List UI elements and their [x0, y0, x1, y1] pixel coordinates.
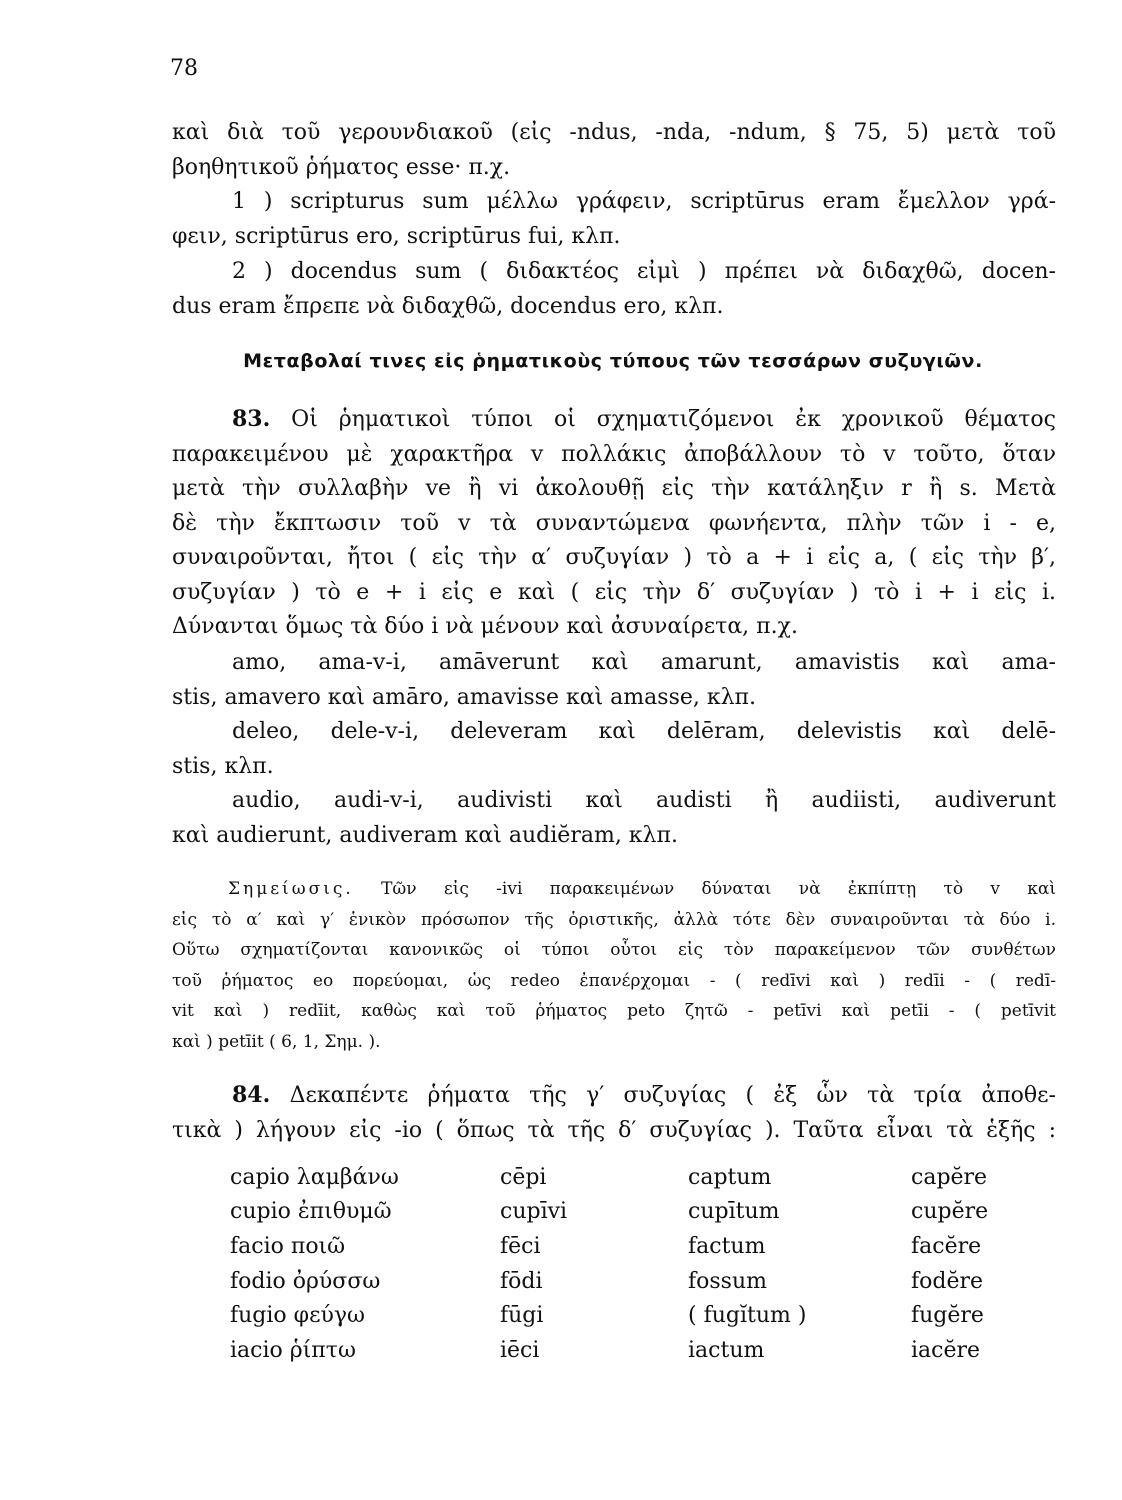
- text-line: καὶ audierunt, audiveram καὶ audiĕram, κλπ.: [172, 822, 678, 848]
- table-cell: factum: [688, 1233, 766, 1259]
- note-block: [172, 874, 1056, 1057]
- table-cell: fūgi: [500, 1303, 544, 1329]
- text-line: [172, 874, 1056, 905]
- text-line: audio, audi-v-i, audivisti καὶ audisti ἢ audiisti, audiverunt: [232, 788, 1056, 813]
- table-cell: capĕre: [911, 1164, 988, 1190]
- example-audio: [172, 784, 1056, 853]
- table-cell: capio λαμβάνω: [230, 1164, 399, 1190]
- text-line: συναιροῦνται, ἤτοι ( εἰς τὴν α′ συζυγίαν ) τὸ a + i εἰς a, ( εἰς τὴν β′,: [172, 545, 1056, 570]
- text-line: stis, κλπ.: [172, 753, 274, 779]
- section-heading: Μεταβολαί τινες εἰς ῥηματικοὺς τύπους τῶν τεσσάρων συζυγιῶν.: [243, 350, 983, 372]
- table-cell: fugĕre: [911, 1303, 984, 1329]
- text-line: 2 ) docendus sum ( διδακτέος εἰμὶ ) πρέπει νὰ διδαχθῶ, docen-: [232, 259, 1056, 284]
- table-cell: facĕre: [911, 1233, 982, 1259]
- text-line: φειν, scriptūrus ero, scriptūrus fui, κλπ.: [172, 223, 621, 249]
- table-cell: fossum: [688, 1268, 767, 1294]
- verb-table: [230, 1160, 988, 1368]
- table-row: [230, 1333, 988, 1368]
- table-cell: ( fugĭtum ): [688, 1303, 807, 1329]
- text-line: dus eram ἔπρεπε νὰ διδαχθῶ, docendus ero, κλπ.: [172, 293, 724, 319]
- text-line: stis, amavero καὶ amāro, amavisse καὶ amasse, κλπ.: [172, 684, 757, 710]
- table-cell: facio ποιῶ: [230, 1233, 346, 1259]
- table-row: [230, 1195, 988, 1230]
- text-line: τικὰ ) λήγουν εἰς -io ( ὅπως τὰ τῆς δ′ συζυγίας ). Ταῦτα εἶναι τὰ ἑξῆς :: [172, 1117, 1056, 1143]
- text-line: vit καὶ ) redīit, καθὼς καὶ τοῦ ῥήματος peto ζητῶ - petīvi καὶ petīi - ( petīvit: [172, 1001, 1056, 1021]
- table-cell: iēci: [500, 1337, 540, 1363]
- table-row: [230, 1229, 988, 1264]
- text-line: καὶ ) petīit ( 6, 1, Σημ. ).: [172, 1031, 381, 1052]
- section-83: [172, 402, 1056, 645]
- note-label: Σημείωσις.: [228, 879, 354, 899]
- table-cell: fōdi: [500, 1268, 543, 1294]
- text-line: καὶ διὰ τοῦ γερουνδιακοῦ (εἰς -ndus, -nda, -ndum, § 75, 5) μετὰ τοῦ: [172, 120, 1056, 145]
- table-cell: captum: [688, 1164, 772, 1190]
- text-line: δὲ τὴν ἔκπτωσιν τοῦ v τὰ συναντώμενα φωνήεντα, πλὴν τῶν i - e,: [172, 510, 1056, 536]
- table-row: [230, 1298, 988, 1333]
- table-cell: iactum: [688, 1337, 765, 1363]
- table-cell: cēpi: [500, 1164, 547, 1190]
- example-deleo: [172, 715, 1056, 784]
- page-number: 78: [170, 56, 198, 81]
- table-cell: cupio ἐπιθυμῶ: [230, 1199, 392, 1225]
- table-cell: cupītum: [688, 1199, 780, 1225]
- text-line: τοῦ ῥήματος eo πορεύομαι, ὡς redeo ἐπανέρχομαι - ( redīvi καὶ ) redīi - ( redī-: [172, 970, 1056, 991]
- example-amo: [172, 646, 1056, 715]
- list-item-1: [172, 185, 1056, 254]
- text-line: μετὰ τὴν συλλαβὴν ve ἢ vi ἀκολουθῇ εἰς τὴν κατάληξιν r ἢ s. Μετὰ: [172, 476, 1056, 501]
- text-line: 1 ) scripturus sum μέλλω γράφειν, scriptūrus eram ἔμελλον γρά-: [232, 189, 1056, 214]
- paragraph-gerundive: [172, 116, 1056, 185]
- table-row: [230, 1160, 988, 1195]
- text-line: εἰς τὸ α′ καὶ γ′ ἑνικὸν πρόσωπον τῆς ὁριστικῆς, ἀλλὰ τότε δὲν συναιροῦνται τὰ δύο i.: [172, 909, 1056, 930]
- section-84: [172, 1078, 1056, 1148]
- section-number: 84.: [232, 1082, 271, 1108]
- text-span: Οἱ ῥηματικοὶ τύποι οἱ σχηματιζόμενοι ἐκ χρονικοῦ θέματος: [291, 407, 1056, 432]
- text-line: [172, 1078, 1056, 1114]
- table-cell: iacio ῥίπτω: [230, 1337, 356, 1363]
- text-line: Οὕτω σχηματίζονται κανονικῶς οἱ τύποι οὗτοι εἰς τὸν παρακείμενον τῶν συνθέτων: [172, 940, 1056, 960]
- table-cell: cupīvi: [500, 1199, 568, 1225]
- text-line: amo, ama-v-i, amāverunt καὶ amarunt, amavistis καὶ ama-: [232, 650, 1056, 675]
- text-line: [172, 402, 1056, 438]
- section-number: 83.: [232, 406, 271, 432]
- text-line: βοηθητικοῦ ῥήματος esse· π.χ.: [172, 154, 511, 180]
- table-cell: fodĕre: [911, 1268, 984, 1294]
- table-cell: fēci: [500, 1233, 541, 1259]
- table-cell: fugio φεύγω: [230, 1303, 365, 1329]
- text-line: συζυγίαν ) τὸ e + i εἰς e καὶ ( εἰς τὴν δ′ συζυγίαν ) τὸ i + i εἰς i.: [172, 579, 1056, 605]
- list-item-2: [172, 255, 1056, 324]
- table-row: [230, 1264, 988, 1299]
- text-span: Τῶν εἰς -ivi παρακειμένων δύναται νὰ ἐκπίπτῃ τὸ v καὶ: [381, 879, 1057, 899]
- table-cell: iacĕre: [911, 1337, 981, 1363]
- table-cell: cupĕre: [911, 1199, 989, 1225]
- text-line: παρακειμένου μὲ χαρακτῆρα v πολλάκις ἀποβάλλουν τὸ v τοῦτο, ὅταν: [172, 441, 1056, 467]
- text-line: deleo, dele-v-i, deleveram καὶ delēram, delevistis καὶ delē-: [232, 719, 1056, 744]
- text-span: Δεκαπέντε ῥήματα τῆς γ′ συζυγίας ( ἐξ ὧν τὰ τρία ἀποθε-: [289, 1083, 1056, 1108]
- table-cell: fodio ὀρύσσω: [230, 1268, 381, 1294]
- text-line: Δύνανται ὅμως τὰ δύο i νὰ μένουν καὶ ἀσυναίρετα, π.χ.: [172, 614, 798, 639]
